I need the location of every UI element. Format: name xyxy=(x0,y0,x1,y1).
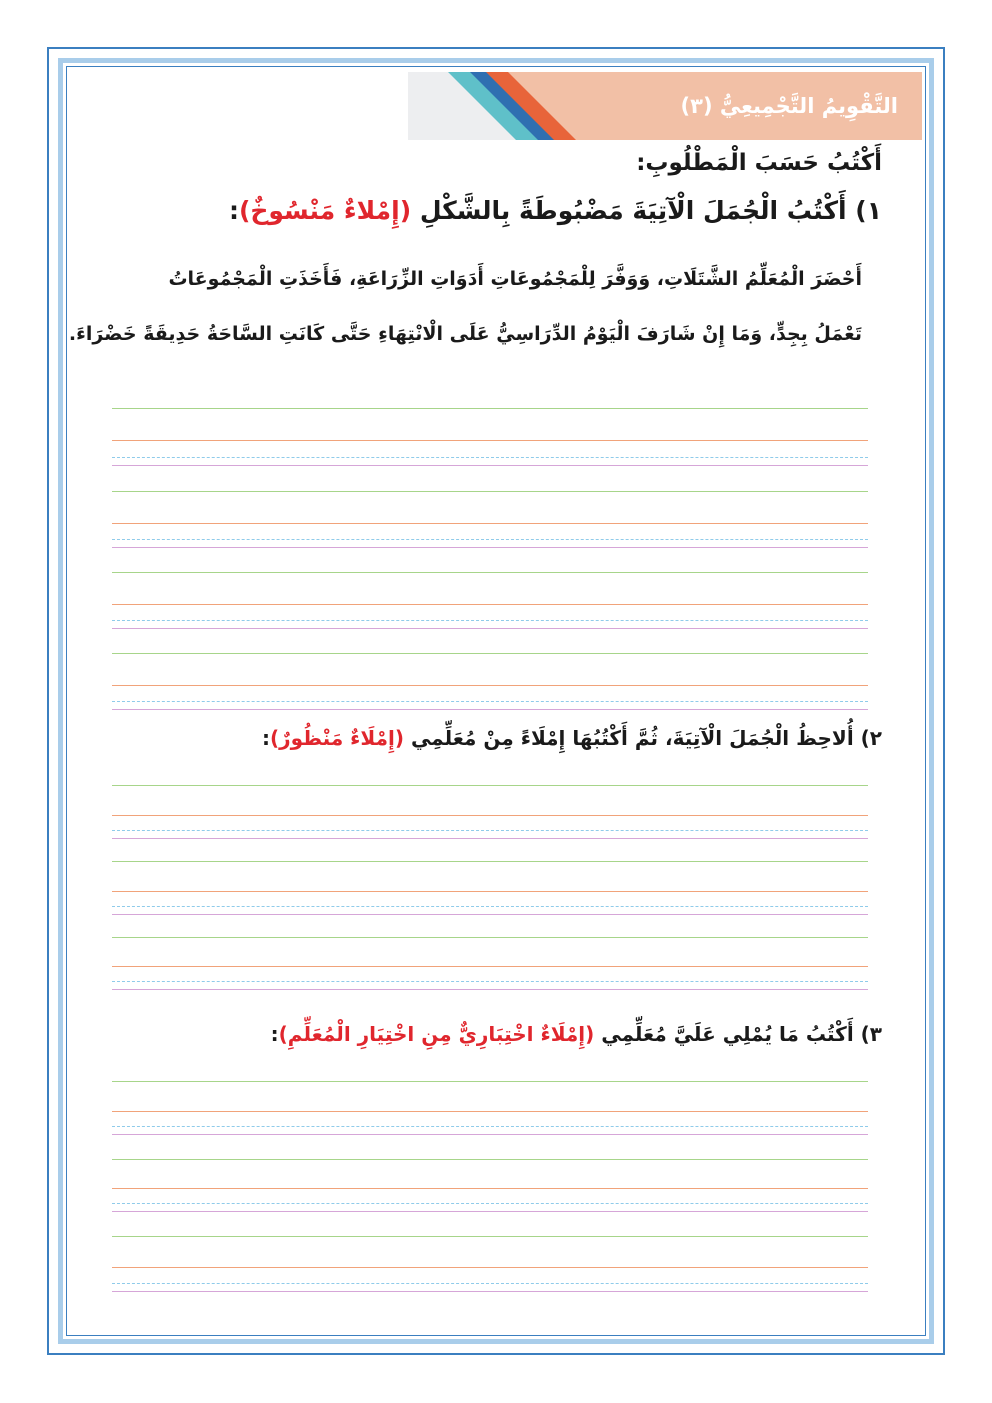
question-1-tag: (إِمْلاءٌ مَنْسُوخٌ) xyxy=(238,196,412,225)
page-title: التَّقْوِيمُ التَّجْمِيعِيُّ (٣) xyxy=(680,94,898,118)
ruled-line xyxy=(112,1291,868,1292)
ruled-line xyxy=(112,408,868,409)
ruled-line xyxy=(112,914,868,915)
ruled-line xyxy=(112,685,868,686)
ruled-line xyxy=(112,785,868,786)
ruled-line xyxy=(112,830,868,831)
ruled-line xyxy=(112,1236,868,1237)
ruled-line xyxy=(112,1211,868,1212)
ruled-line xyxy=(112,457,868,458)
question-1-text: أَكْتُبُ الْجُمَلَ الْآتِيَةَ مَضْبُوطَةً بِالشَّكْلِ xyxy=(419,196,847,225)
ruled-line xyxy=(112,491,868,492)
question-2-text: أُلاحِظُ الْجُمَلَ الْآتِيَةَ، ثُمَّ أَكْتُبُهَا إِمْلَاءً مِنْ مُعَلِّمِي xyxy=(410,726,854,750)
ruled-line xyxy=(112,701,868,702)
ruled-line xyxy=(112,1188,868,1189)
ruled-line xyxy=(112,465,868,466)
question-1-colon: : xyxy=(228,196,239,225)
ruled-line xyxy=(112,572,868,573)
ruled-line xyxy=(112,547,868,548)
ruled-line xyxy=(112,440,868,441)
question-2-number: ٢) xyxy=(860,726,882,750)
paragraph-line-1: أَحْضَرَ الْمُعَلِّمُ الشَّتَلَاتِ، وَوَفَّرَ لِلْمَجْمُوعَاتِ أَدَوَاتِ الزِّرَاعَةِ، فَأَخَذَتِ الْمَجْمُوعَاتُ xyxy=(168,268,862,290)
ruled-line xyxy=(112,604,868,605)
paragraph-line-2: تَعْمَلُ بِجِدٍّ، وَمَا إِنْ شَارَفَ الْيَوْمُ الدِّرَاسِيُّ عَلَى الْانْتِهَاءِ حَتَّى كَانَتِ السَّاحَةُ حَدِيقَةً خَضْرَاءَ. xyxy=(68,323,862,345)
question-3-text: أَكْتُبُ مَا يُمْلِي عَلَيَّ مُعَلِّمِي xyxy=(601,1022,854,1046)
question-3 xyxy=(122,1022,882,1046)
ruled-line xyxy=(112,891,868,892)
ruled-line xyxy=(112,1111,868,1112)
question-2-tag: (إِمْلَاءٌ مَنْظُورٌ) xyxy=(269,726,404,750)
ruled-line xyxy=(112,937,868,938)
ruled-line xyxy=(112,1203,868,1204)
ruled-line xyxy=(112,815,868,816)
ruled-line xyxy=(112,906,868,907)
ruled-line xyxy=(112,620,868,621)
question-1 xyxy=(122,196,882,225)
ruled-line xyxy=(112,1126,868,1127)
question-3-colon: : xyxy=(270,1022,279,1046)
ruled-line xyxy=(112,628,868,629)
ruled-line xyxy=(112,838,868,839)
ruled-line xyxy=(112,861,868,862)
ruled-line xyxy=(112,539,868,540)
question-2 xyxy=(122,726,882,750)
question-3-tag: (إِمْلَاءٌ اخْتِبَارِيٌّ مِنِ اخْتِيَارِ الْمُعَلِّمِ) xyxy=(278,1022,595,1046)
ruled-line xyxy=(112,1159,868,1160)
ruled-line xyxy=(112,1283,868,1284)
ruled-line xyxy=(112,981,868,982)
ruled-line xyxy=(112,523,868,524)
ruled-line xyxy=(112,653,868,654)
ruled-line xyxy=(112,709,868,710)
question-3-number: ٣) xyxy=(860,1022,882,1046)
instruction-heading: أَكْتُبُ حَسَبَ الْمَطْلُوبِ: xyxy=(636,150,882,176)
ruled-line xyxy=(112,989,868,990)
ruled-line xyxy=(112,1081,868,1082)
question-1-number: ١) xyxy=(855,196,882,225)
question-2-colon: : xyxy=(261,726,270,750)
ruled-line xyxy=(112,1134,868,1135)
ruled-line xyxy=(112,966,868,967)
ruled-line xyxy=(112,1267,868,1268)
header-banner xyxy=(408,72,922,140)
